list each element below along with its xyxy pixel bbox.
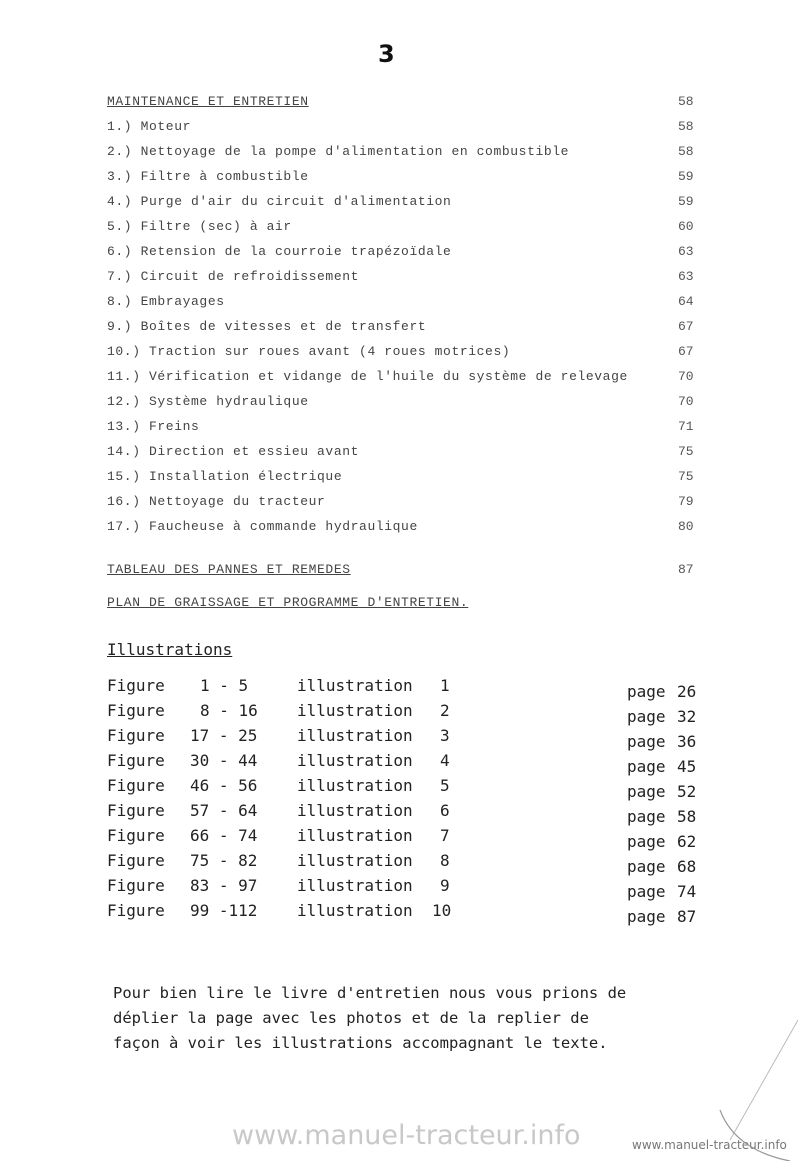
toc-item-page: 58 xyxy=(678,144,694,159)
toc-item-page: 71 xyxy=(678,419,694,434)
tableau-page: 87 xyxy=(678,562,694,577)
illustration-number: 6 xyxy=(440,801,450,820)
illustration-number: 9 xyxy=(440,876,450,895)
note-line: Pour bien lire le livre d'entretien nous vous prions de xyxy=(113,984,627,1002)
figure-range: 66 - 74 xyxy=(190,826,258,845)
note-line: déplier la page avec les photos et de la replier de xyxy=(113,1009,589,1027)
figure-range: 99 -112 xyxy=(190,901,258,920)
figure-range: 46 - 56 xyxy=(190,776,258,795)
page-value: 74 xyxy=(677,882,697,901)
illustration-label: illustration xyxy=(297,801,413,820)
figure-range: 1 - 5 xyxy=(200,676,249,695)
watermark: www.manuel-tracteur.info xyxy=(232,1120,581,1151)
toc-item-page: 75 xyxy=(678,444,694,459)
page-number: 3 xyxy=(378,40,395,68)
page-value: 68 xyxy=(677,857,697,876)
illustration-number: 2 xyxy=(440,701,450,720)
figure-range: 83 - 97 xyxy=(190,876,258,895)
toc-item-label: 8.) Embrayages xyxy=(107,294,225,309)
toc-item-page: 60 xyxy=(678,219,694,234)
toc-item-label: 15.) Installation électrique xyxy=(107,469,343,484)
figure-label: Figure xyxy=(107,751,165,770)
illustration-label: illustration xyxy=(297,826,413,845)
illustration-number: 5 xyxy=(440,776,450,795)
toc-item-page: 63 xyxy=(678,244,694,259)
toc-item-label: 10.) Traction sur roues avant (4 roues motrices) xyxy=(107,344,511,359)
toc-item-page: 58 xyxy=(678,119,694,134)
illustration-number: 8 xyxy=(440,851,450,870)
page-value: 36 xyxy=(677,732,697,751)
watermark-small: www.manuel-tracteur.info xyxy=(632,1138,787,1152)
illustration-label: illustration xyxy=(297,851,413,870)
page-value: 52 xyxy=(677,782,697,801)
illustration-label: illustration xyxy=(297,701,413,720)
toc-item-label: 9.) Boîtes de vitesses et de transfert xyxy=(107,319,427,334)
illustration-number: 10 xyxy=(432,901,452,920)
toc-item-label: 2.) Nettoyage de la pompe d'alimentation en combustible xyxy=(107,144,570,159)
toc-item-page: 79 xyxy=(678,494,694,509)
toc-item-page: 75 xyxy=(678,469,694,484)
page-label: page xyxy=(627,707,666,726)
illustration-label: illustration xyxy=(297,901,413,920)
toc-item-label: 14.) Direction et essieu avant xyxy=(107,444,360,459)
page-label: page xyxy=(627,782,666,801)
page-value: 62 xyxy=(677,832,697,851)
page-value: 26 xyxy=(677,682,697,701)
maintenance-heading-page: 58 xyxy=(678,94,694,109)
toc-item-page: 59 xyxy=(678,194,694,209)
figure-range: 8 - 16 xyxy=(200,701,258,720)
toc-item-label: 13.) Freins xyxy=(107,419,200,434)
toc-item-label: 6.) Retension de la courroie trapézoïdale xyxy=(107,244,452,259)
plan-heading: PLAN DE GRAISSAGE ET PROGRAMME D'ENTRETIEN. xyxy=(107,595,469,610)
illustration-number: 4 xyxy=(440,751,450,770)
toc-item-label: 7.) Circuit de refroidissement xyxy=(107,269,360,284)
figure-range: 17 - 25 xyxy=(190,726,258,745)
figure-label: Figure xyxy=(107,826,165,845)
figure-label: Figure xyxy=(107,701,165,720)
toc-item-page: 64 xyxy=(678,294,694,309)
toc-item-label: 1.) Moteur xyxy=(107,119,192,134)
toc-item-page: 67 xyxy=(678,319,694,334)
note-line: façon à voir les illustrations accompagnant le texte. xyxy=(113,1034,608,1052)
toc-item-label: 3.) Filtre à combustible xyxy=(107,169,309,184)
figure-label: Figure xyxy=(107,851,165,870)
illustration-number: 7 xyxy=(440,826,450,845)
illustration-label: illustration xyxy=(297,676,413,695)
toc-item-label: 12.) Système hydraulique xyxy=(107,394,309,409)
figure-label: Figure xyxy=(107,876,165,895)
illustration-label: illustration xyxy=(297,751,413,770)
toc-item-page: 59 xyxy=(678,169,694,184)
illustration-label: illustration xyxy=(297,876,413,895)
figure-label: Figure xyxy=(107,801,165,820)
toc-item-label: 17.) Faucheuse à commande hydraulique xyxy=(107,519,418,534)
figure-range: 75 - 82 xyxy=(190,851,258,870)
toc-item-label: 5.) Filtre (sec) à air xyxy=(107,219,292,234)
page-label: page xyxy=(627,757,666,776)
page-label: page xyxy=(627,832,666,851)
illustration-number: 3 xyxy=(440,726,450,745)
figure-range: 30 - 44 xyxy=(190,751,258,770)
page-label: page xyxy=(627,882,666,901)
toc-item-label: 4.) Purge d'air du circuit d'alimentation xyxy=(107,194,452,209)
page-label: page xyxy=(627,682,666,701)
page-value: 58 xyxy=(677,807,697,826)
page-edge-line xyxy=(730,1020,798,1140)
illustrations-heading: Illustrations xyxy=(107,640,233,659)
toc-item-page: 67 xyxy=(678,344,694,359)
toc-item-page: 70 xyxy=(678,369,694,384)
page-label: page xyxy=(627,732,666,751)
figure-label: Figure xyxy=(107,726,165,745)
illustration-label: illustration xyxy=(297,776,413,795)
toc-item-label: 16.) Nettoyage du tracteur xyxy=(107,494,326,509)
illustration-number: 1 xyxy=(440,676,450,695)
page-value: 87 xyxy=(677,907,697,926)
figure-label: Figure xyxy=(107,776,165,795)
illustration-label: illustration xyxy=(297,726,413,745)
page-label: page xyxy=(627,907,666,926)
toc-item-page: 80 xyxy=(678,519,694,534)
figure-range: 57 - 64 xyxy=(190,801,258,820)
figure-label: Figure xyxy=(107,901,165,920)
page-value: 32 xyxy=(677,707,697,726)
toc-item-page: 63 xyxy=(678,269,694,284)
tableau-heading: TABLEAU DES PANNES ET REMEDES xyxy=(107,562,351,577)
page-label: page xyxy=(627,807,666,826)
page-value: 45 xyxy=(677,757,697,776)
page-curl-line xyxy=(720,1110,790,1161)
page-label: page xyxy=(627,857,666,876)
page-edge-decoration xyxy=(700,1020,800,1161)
figure-label: Figure xyxy=(107,676,165,695)
toc-item-page: 70 xyxy=(678,394,694,409)
toc-item-label: 11.) Vérification et vidange de l'huile du système de relevage xyxy=(107,369,628,384)
maintenance-heading: MAINTENANCE ET ENTRETIEN xyxy=(107,94,309,109)
